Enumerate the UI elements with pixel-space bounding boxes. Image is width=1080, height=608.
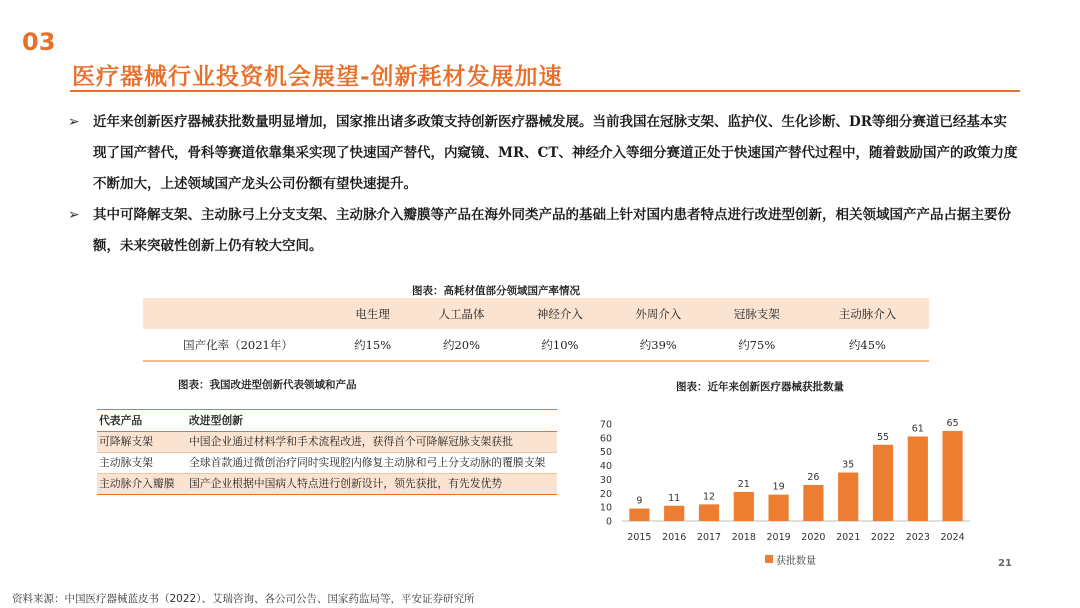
data-label: 21 — [737, 478, 750, 490]
x-tick-label: 2020 — [801, 532, 826, 543]
table-row-label: 国产化率（2021年） — [183, 337, 293, 352]
bar — [943, 431, 963, 521]
chart-caption: 图表：近年来创新医疗器械获批数量 — [676, 381, 844, 393]
table-header-cell: 主动脉介入 — [838, 306, 897, 321]
approvals-bar-chart — [590, 408, 980, 548]
y-tick-label: 40 — [599, 461, 612, 473]
table-header-cell: 神经介入 — [536, 306, 583, 321]
x-tick-label: 2018 — [731, 532, 756, 543]
table-cell: 约45% — [848, 337, 886, 352]
table-cell: 约15% — [354, 337, 392, 352]
table-header-row — [143, 298, 929, 329]
table1-caption: 图表：高耗材值部分领域国产率情况 — [412, 285, 580, 297]
x-tick-label: 2022 — [870, 532, 896, 543]
y-tick-label: 60 — [599, 433, 612, 445]
table-row — [97, 474, 557, 495]
table-header-cell: 人工晶体 — [438, 306, 485, 321]
data-label: 19 — [772, 481, 785, 493]
y-tick-label: 20 — [599, 488, 612, 500]
product-cell: 主动脉支架 — [97, 453, 187, 474]
bullet-marker: ➢ — [68, 207, 80, 223]
x-tick-label: 2016 — [662, 532, 687, 543]
y-tick-label: 30 — [599, 474, 612, 486]
table-header-cell: 改进型创新 — [187, 410, 557, 432]
table-header-cell — [143, 298, 333, 329]
product-cell: 可降解支架 — [97, 432, 187, 453]
data-label: 9 — [636, 495, 643, 507]
x-tick-label: 2021 — [836, 532, 861, 543]
description-cell: 全球首款通过微创治疗同时实现腔内修复主动脉和弓上分支动脉的覆膜支架 — [187, 453, 557, 474]
y-tick-label: 0 — [605, 516, 612, 528]
page-number: 21 — [998, 558, 1012, 569]
data-label: 35 — [842, 459, 855, 471]
table-header-row — [97, 410, 557, 432]
table-header-cell: 电生理 — [355, 306, 390, 321]
data-label: 12 — [702, 491, 716, 503]
description-cell: 国产企业根据中国病人特点进行创新设计，领先获批，有先发优势 — [187, 474, 557, 495]
x-tick-label: 2024 — [940, 532, 965, 543]
section-number: 03 — [22, 28, 56, 56]
bar — [699, 504, 719, 521]
bullet-marker: ➢ — [68, 114, 80, 130]
table-row — [143, 329, 929, 361]
x-tick-label: 2015 — [627, 532, 652, 543]
table-cell: 约75% — [738, 337, 776, 352]
page-title: 医疗器械行业投资机会展望-创新耗材发展加速 — [72, 63, 563, 90]
data-label: 11 — [668, 492, 681, 504]
bar — [629, 509, 649, 521]
source-note: 资料来源：中国医疗器械蓝皮书（2022）、艾瑞咨询、各公司公告、国家药监局等，平安证券研究所 — [12, 593, 475, 605]
bar — [734, 492, 754, 521]
x-tick-label: 2019 — [766, 532, 791, 543]
data-label: 55 — [876, 431, 890, 443]
table-row — [97, 432, 557, 453]
y-tick-label: 10 — [599, 502, 612, 514]
data-label: 61 — [911, 423, 924, 435]
bullet-paragraph-1: 近年来创新医疗器械获批数量明显增加，国家推出诸多政策支持创新医疗器械发展。当前我国在冠脉支架、监护仪、生化诊断、DR等细分赛道已经基本实现了国产替代，骨科等赛道依靠集采实现了快速国产替代，内窥镜、MR、CT、神经介入等细分赛道正处于快速国产替代过程中，随着鼓励国产的政策力度不断加大，上述领域国产龙头公司份额有望快速提升。 — [93, 114, 1018, 192]
bar — [769, 495, 789, 521]
innovation-table — [97, 409, 557, 495]
table-cell: 约39% — [639, 337, 677, 352]
table-header-cell: 代表产品 — [97, 410, 187, 432]
legend-swatch — [765, 555, 773, 563]
bar — [908, 436, 928, 521]
bullet-paragraph-2: 其中可降解支架、主动脉弓上分支支架、主动脉介入瓣膜等产品在海外同类产品的基础上针对国内患者特点进行改进型创新，相关领域国产产品占据主要份额，未来突破性创新上仍有较大空间。 — [93, 207, 1011, 254]
domestic-rate-table — [143, 298, 929, 362]
bar — [664, 506, 684, 521]
bar — [803, 485, 823, 521]
table-cell: 约10% — [541, 337, 579, 352]
table2-caption: 图表：我国改进型创新代表领域和产品 — [178, 379, 357, 391]
table-header-cell: 外周介入 — [635, 306, 682, 321]
data-label: 26 — [807, 471, 820, 483]
table-cell: 约20% — [442, 337, 481, 352]
y-tick-label: 50 — [599, 447, 612, 459]
title-divider — [70, 90, 1020, 92]
bar — [838, 473, 858, 522]
legend-label: 获批数量 — [776, 556, 816, 567]
x-tick-label: 2023 — [905, 532, 930, 543]
y-tick-label: 70 — [599, 419, 612, 431]
table-row — [97, 453, 557, 474]
product-cell: 主动脉介入瓣膜 — [97, 474, 187, 495]
x-tick-label: 2017 — [696, 532, 722, 543]
bar — [873, 445, 893, 521]
table-header-cell: 冠脉支架 — [733, 306, 780, 321]
data-label: 65 — [946, 417, 959, 429]
description-cell: 中国企业通过材料学和手术流程改进，获得首个可降解冠脉支架获批 — [187, 432, 557, 453]
